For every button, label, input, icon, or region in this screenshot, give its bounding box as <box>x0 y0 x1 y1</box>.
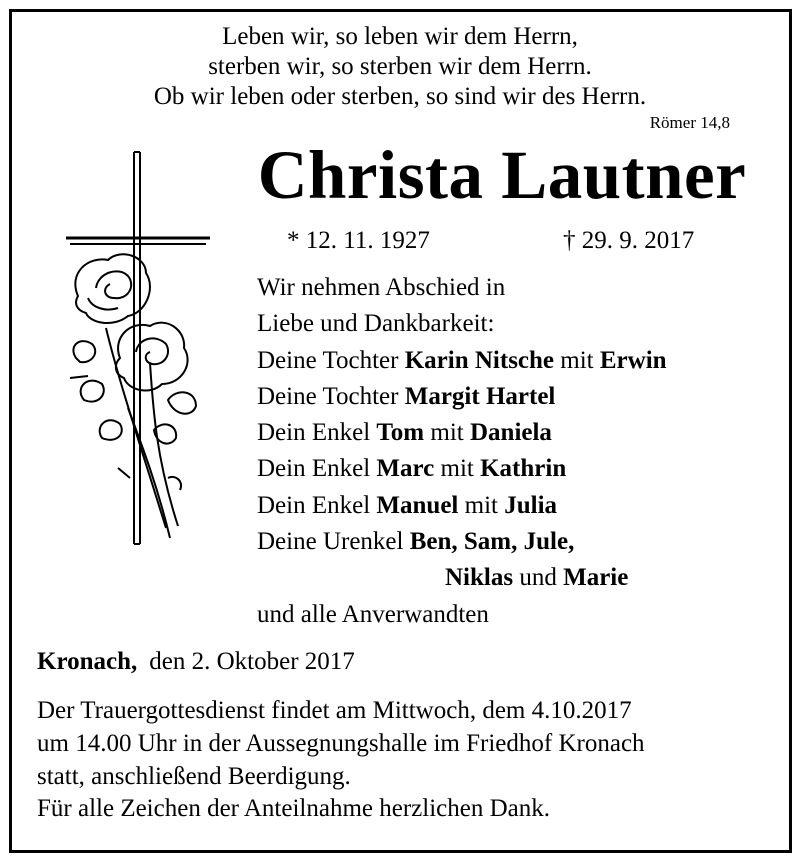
mourner-row <box>257 524 667 560</box>
relation-text: Deine Urenkel <box>257 528 410 556</box>
mourner-name: Ben, Sam, Jule, <box>409 528 575 556</box>
service-line: um 14.00 Uhr in der Aussegnungshalle im Friedhof Kronach <box>37 730 645 757</box>
mourner-name: Julia <box>504 491 558 519</box>
mourner-name: Niklas <box>445 564 514 592</box>
cross-with-roses-icon <box>58 148 218 548</box>
mourners-intro: Liebe und Dankbarkeit: <box>257 310 495 338</box>
verse-line: Ob wir leben oder sterben, so sind wir des Herrn. <box>153 83 647 110</box>
mourner-name: Manuel <box>376 491 459 519</box>
connector-text: mit <box>458 491 505 519</box>
mourner-row <box>257 560 667 596</box>
mourner-name: Margit Hartel <box>404 382 556 410</box>
verse-line: sterben wir, so sterben wir dem Herrn. <box>208 53 592 80</box>
deceased-name: Christa Lautner <box>257 137 747 213</box>
mourners-intro: Wir nehmen Abschied in <box>257 274 506 301</box>
relation-text: Deine Tochter <box>257 346 405 374</box>
mourner-row <box>257 379 667 415</box>
mourner-name: Tom <box>376 419 425 447</box>
place-date-line <box>37 648 355 676</box>
connector-text: mit <box>434 455 481 483</box>
mourner-name: Daniela <box>469 419 552 447</box>
relation-text: Dein Enkel <box>257 491 377 519</box>
funeral-service-info <box>37 694 645 793</box>
thanks-line: Für alle Zeichen der Anteilnahme herzlichen Dank. <box>37 795 550 822</box>
mourner-name: Marie <box>563 564 629 592</box>
connector-text: mit <box>554 346 600 374</box>
mourners-closing: und alle Anverwandten <box>257 600 489 628</box>
verse-line: Leben wir, so leben wir dem Herrn, <box>222 23 578 50</box>
verse-reference: Römer 14,8 <box>649 113 730 132</box>
birth-date: * 12. 11. 1927 <box>287 227 430 254</box>
mourner-row <box>257 488 667 524</box>
mourners-list <box>257 270 667 633</box>
mourner-row <box>257 415 667 451</box>
relation-text: Deine Tochter <box>257 382 405 410</box>
town-name: Kronach, <box>37 648 138 675</box>
mourner-name: Marc <box>376 455 435 483</box>
mourner-name: Kathrin <box>480 455 567 483</box>
death-date: † 29. 9. 2017 <box>563 227 695 254</box>
connector-text: mit <box>424 419 470 447</box>
mourner-row <box>257 343 667 379</box>
relation-text: Dein Enkel <box>257 419 377 447</box>
relation-text: Dein Enkel <box>257 455 377 483</box>
mourner-row <box>257 451 667 487</box>
connector-text: und <box>513 564 564 592</box>
mourner-name: Erwin <box>599 346 667 374</box>
bible-verse <box>0 22 800 112</box>
notice-date: den 2. Oktober 2017 <box>149 648 355 675</box>
service-line: Der Trauergottesdienst findet am Mittwoch, dem 4.10.2017 <box>37 697 632 724</box>
mourner-name: Karin Nitsche <box>404 346 555 374</box>
service-line: statt, anschließend Beerdigung. <box>37 763 351 790</box>
